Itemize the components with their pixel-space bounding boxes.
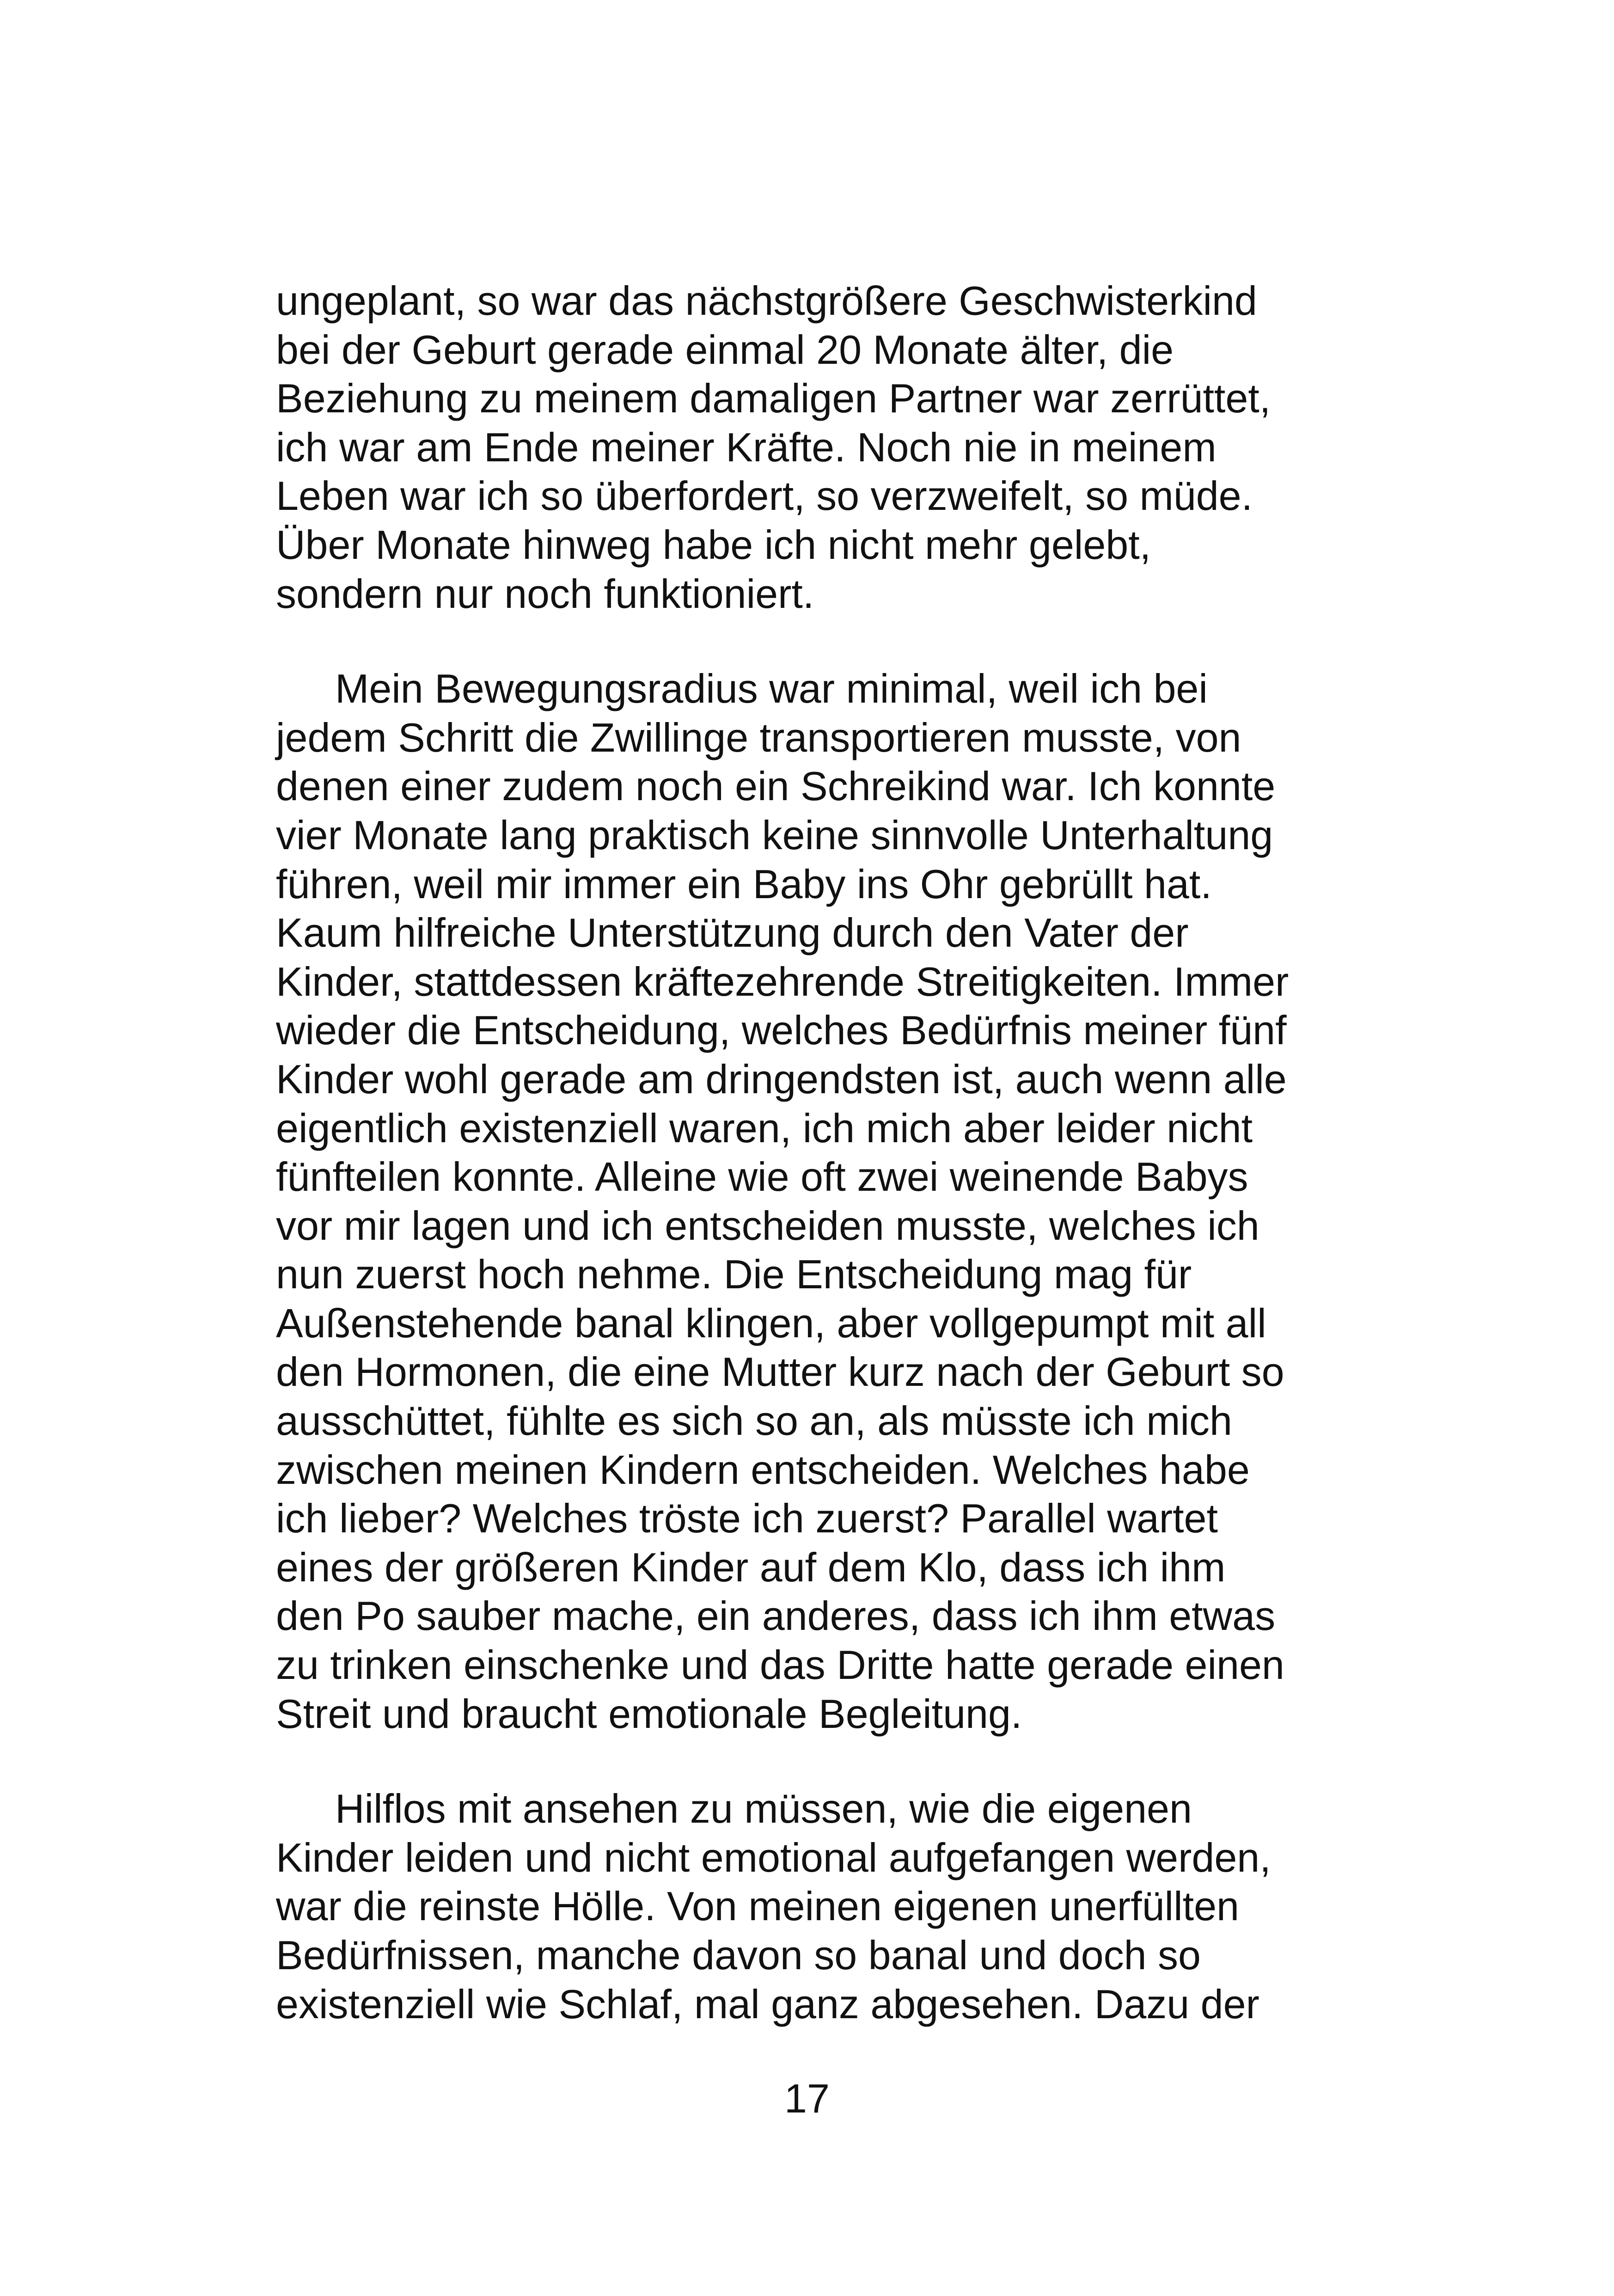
text-line: bei der Geburt gerade einmal 20 Monate älter, die xyxy=(276,326,1174,373)
text-line: eigentlich existenziell waren, ich mich aber leider nicht xyxy=(276,1105,1253,1151)
page-body xyxy=(276,276,1339,2028)
text-line: wieder die Entscheidung, welches Bedürfnis meiner fünf xyxy=(276,1007,1287,1053)
text-line: Streit und braucht emotionale Begleitung. xyxy=(276,1690,1022,1737)
text-line: nun zuerst hoch nehme. Die Entscheidung mag für xyxy=(276,1251,1192,1298)
paragraph xyxy=(276,276,1339,618)
page-number: 17 xyxy=(784,2076,830,2121)
text-line: ich war am Ende meiner Kräfte. Noch nie in meinem xyxy=(276,424,1217,470)
text-line: vier Monate lang praktisch keine sinnvolle Unterhaltung xyxy=(276,812,1273,858)
text-line: ich lieber? Welches tröste ich zuerst? Parallel wartet xyxy=(276,1495,1218,1542)
text-line: existenziell wie Schlaf, mal ganz abgesehen. Dazu der xyxy=(276,1981,1259,2027)
text-line: Beziehung zu meinem damaligen Partner war zerrüttet, xyxy=(276,375,1271,422)
text-line: sondern nur noch funktioniert. xyxy=(276,570,814,617)
text-line: zu trinken einschenke und das Dritte hatte gerade einen xyxy=(276,1642,1284,1688)
text-line: fünfteilen konnte. Alleine wie oft zwei weinende Babys xyxy=(276,1154,1248,1200)
text-line: eines der größeren Kinder auf dem Klo, dass ich ihm xyxy=(276,1544,1226,1590)
text-line: ungeplant, so war das nächstgrößere Geschwisterkind xyxy=(276,278,1257,324)
text-line: denen einer zudem noch ein Schreikind war. Ich konnte xyxy=(276,763,1276,809)
text-line: Mein Bewegungsradius war minimal, weil ich bei xyxy=(335,666,1208,712)
text-line: Leben war ich so überfordert, so verzweifelt, so müde. xyxy=(276,473,1253,519)
text-line: Außenstehende banal klingen, aber vollgepumpt mit all xyxy=(276,1300,1266,1346)
text-line: Kinder leiden und nicht emotional aufgefangen werden, xyxy=(276,1834,1271,1880)
text-line: zwischen meinen Kindern entscheiden. Welches habe xyxy=(276,1446,1250,1493)
text-line: Kinder wohl gerade am dringendsten ist, auch wenn alle xyxy=(276,1056,1287,1102)
text-line: jedem Schritt die Zwillinge transportieren musste, von xyxy=(276,714,1241,760)
text-line: ausschüttet, fühlte es sich so an, als müsste ich mich xyxy=(276,1398,1232,1444)
paragraph xyxy=(276,664,1339,1738)
text-line: Über Monate hinweg habe ich nicht mehr gelebt, xyxy=(276,521,1151,568)
text-line: Kinder, stattdessen kräftezehrende Streitigkeiten. Immer xyxy=(276,958,1289,1004)
text-line: den Po sauber mache, ein anderes, dass ich ihm etwas xyxy=(276,1593,1276,1639)
text-line: Hilflos mit ansehen zu müssen, wie die eigenen xyxy=(335,1786,1192,1832)
paragraph xyxy=(276,1784,1339,2028)
text-line: war die reinste Hölle. Von meinen eigenen unerfüllten xyxy=(276,1883,1239,1929)
text-line: führen, weil mir immer ein Baby ins Ohr gebrüllt hat. xyxy=(276,861,1212,907)
text-line: vor mir lagen und ich entscheiden musste, welches ich xyxy=(276,1202,1259,1249)
text-line: Bedürfnissen, manche davon so banal und doch so xyxy=(276,1932,1201,1978)
text-line: den Hormonen, die eine Mutter kurz nach der Geburt so xyxy=(276,1349,1284,1395)
text-line: Kaum hilfreiche Unterstützung durch den Vater der xyxy=(276,910,1189,956)
